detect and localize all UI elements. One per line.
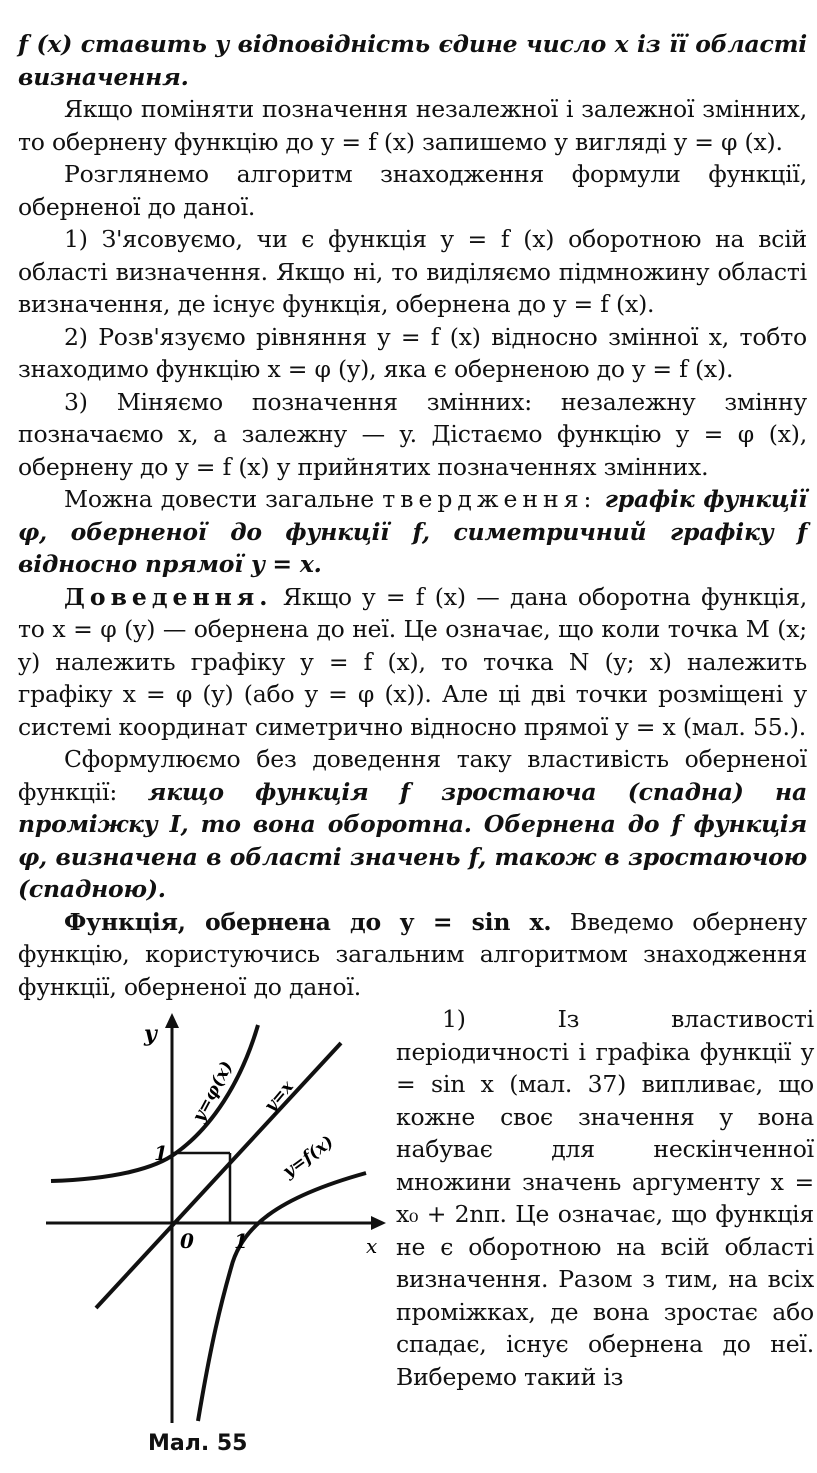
origin-label: 0 [180,1229,194,1253]
axis-label-y: y [144,1021,157,1047]
figure-caption: Мал. 55 [148,1431,248,1456]
y-axis-arrow-icon [165,1013,179,1028]
figure-block [18,1003,814,1473]
proof-text: Якщо y = f (x) — дана оборотна функція, то x = φ (y) — обернена до неї. Це означає, що коли точка M (x; y) належить графіку y = f (x), то точка N (y; x) належить графіку x = φ (y) (або y = φ (x)). Але ці дві точки розміщені у системі координат симетрично відносно прямої y = x (мал. 55.). [18,582,807,741]
inverse-function-graph [26,1003,386,1433]
paragraph-sin-step-1: 1) Із властивості періодичності і графіка функції y = sin x (мал. 37) випливає, що кожне своє значення y вона набуває для нескінченної множини значень аргументу x = x₀ + 2nπ. Це означає, що функція не є оборотною на всій області визначення. Разом з тим, на всіх проміжках, де вона зростає або спадає, існує обернена до неї. Виберемо такий із [396,1005,814,1391]
figure-55 [26,1003,386,1473]
paragraph-step-2: 2) Розв'язуємо рівняння y = f (x) відносно змінної x, тобто знаходимо функцію x = φ (y), яка є оберненою до y = f (x). [18,322,807,383]
paragraph-intro: f (x) ставить у відповідність єдине число x із її області визначення. [18,30,807,91]
paragraph-property [18,743,807,906]
paragraph-step-1: 1) З'ясовуємо, чи є функція y = f (x) оборотною на всій області визначення. Якщо ні, то виділяємо підмножину області визначення, де існує функція, обернена до y = f (x). [18,225,807,318]
paragraph-step-3: 3) Міняємо позначення змінних: незалежну змінну позначаємо x, а залежну — y. Дістаємо функцію y = φ (x), обернену до y = f (x) у прийнятих позначеннях змінних. [18,387,807,481]
axis-label-x: x [366,1234,378,1258]
proof-keyword: Доведення. [64,582,273,611]
paragraph-notation: Якщо поміняти позначення незалежної і залежної змінних, то обернену функцію до y = f (x) запишемо у вигляді y = φ (x). [18,95,807,156]
side-column [396,1003,814,1393]
tick-label-x-1: 1 [234,1229,248,1253]
tick-label-y-1: 1 [154,1141,168,1165]
property-lead: Сформулюємо без доведення таку властивість оберненої функції: [18,745,807,806]
statement-lead: Можна довести загальне [64,485,374,513]
line-label-y-equals-x: y=x [260,1077,298,1117]
curve-f [198,1173,366,1421]
curve-label-phi: y=φ(x) [188,1057,238,1126]
paragraph-algorithm: Розглянемо алгоритм знаходження формули функції, оберненої до даної. [18,160,807,221]
section-text: Введемо обернену функцію, користуючись загальним алгоритмом знаходження функції, оберненої до даної. [18,907,807,1001]
paragraph-statement [18,483,807,581]
paragraph-section [18,906,807,1004]
statement-keyword: твердження: [382,485,597,513]
paragraph-proof [18,581,807,744]
curve-label-f: y=f(x) [279,1131,338,1183]
section-heading: Функція, обернена до y = sin x. [64,907,552,936]
x-axis-arrow-icon [371,1216,386,1230]
statement-italic: графік функції φ, оберненої до функції f, симетричний графіку f відносно прямої y = x. [18,485,807,578]
property-italic: якщо функція f зростаюча (спадна) на проміжку I, то вона оборотна. Обернена до f функція φ, визначена в області значень f, також в зростаючою (спадною). [18,777,807,903]
